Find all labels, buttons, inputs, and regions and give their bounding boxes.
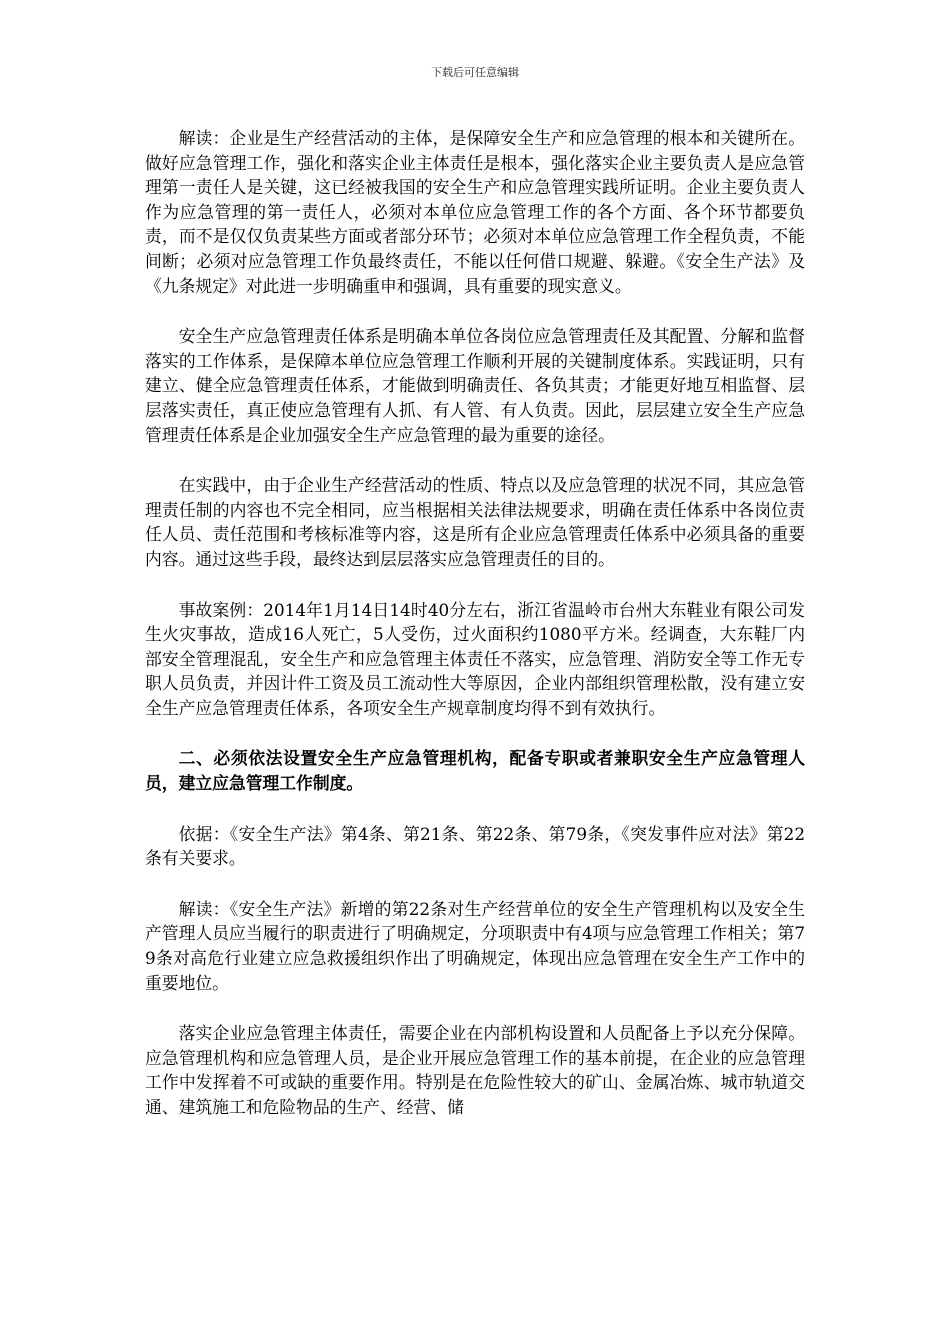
paragraph-interpretation-1: 解读：企业是生产经营活动的主体，是保障安全生产和应急管理的根本和关键所在。做好应急管理工作，强化和落实企业主体责任是根本，强化落实企业主要负责人是应急管理第一责任人是关键，这已经被我国的安全生产和应急管理实践所证明。企业主要负责人作为应急管理的第一责任人，必须对本单位应急管理工作的各个方面、各个环节都要负责，而不是仅仅负责某些方面或者部分环节；必须对本单位应急管理工作全程负责，不能间断；必须对应急管理工作负最终责任，不能以任何借口规避、躲避。《安全生产法》及《九条规定》对此进一步明确重申和强调，具有重要的现实意义。 — [145, 128, 805, 296]
paragraph-basis: 依据：《安全生产法》第4条、第21条、第22条、第79条，《突发事件应对法》第22条有关要求。 — [145, 823, 805, 869]
paragraph-responsibility-system: 安全生产应急管理责任体系是明确本单位各岗位应急管理责任及其配置、分解和监督落实的工作体系，是保障本单位应急管理工作顺利开展的关键制度体系。实践证明，只有建立、健全应急管理责任体系，才能做到明确责任、各负其责；才能更好地互相监督、层层落实责任，真正使应急管理有人抓、有人管、有人负责。因此，层层建立安全生产应急管理责任体系是企业加强安全生产应急管理的最为重要的途径。 — [145, 326, 805, 445]
page-header: 下载后可任意编辑 — [431, 66, 519, 79]
paragraph-interpretation-2: 解读：《安全生产法》新增的第22条对生产经营单位的安全生产管理机构以及安全生产管理人员应当履行的职责进行了明确规定，分项职责中有4项与应急管理工作相关；第79条对高危行业建立应急救援组织作出了明确规定，体现出应急管理在安全生产工作中的重要地位。 — [145, 898, 805, 993]
paragraph-practice: 在实践中，由于企业生产经营活动的性质、特点以及应急管理的状况不同，其应急管理责任制的内容也不完全相同，应当根据相关法律法规要求，明确在责任体系中各岗位责任人员、责任范围和考核标准等内容，这是所有企业应急管理责任体系中必须具备的重要内容。通过这些手段，最终达到层层落实应急管理责任的目的。 — [145, 475, 805, 569]
document-body — [145, 126, 805, 1146]
paragraph-accident-case: 事故案例：2014年1月14日14时40分左右，浙江省温岭市台州大东鞋业有限公司发生火灾事故，造成16人死亡，5人受伤，过火面积约1080平方米。经调查，大东鞋厂内部安全管理混乱，安全生产和应急管理主体责任不落实，应急管理、消防安全等工作无专职人员负责，并因计件工资及员工流动性大等原因，企业内部组织管理松散，没有建立安全生产应急管理责任体系，各项安全生产规章制度均得不到有效执行。 — [145, 599, 805, 718]
paragraph-implementation: 落实企业应急管理主体责任，需要企业在内部机构设置和人员配备上予以充分保障。应急管理机构和应急管理人员，是企业开展应急管理工作的基本前提，在企业的应急管理工作中发挥着不可或缺的重要作用。特别是在危险性较大的矿山、金属冶炼、城市轨道交通、建筑施工和危险物品的生产、经营、储 — [145, 1023, 805, 1117]
section-heading-2: 二、必须依法设置安全生产应急管理机构，配备专职或者兼职安全生产应急管理人员，建立应急管理工作制度。 — [145, 748, 805, 794]
